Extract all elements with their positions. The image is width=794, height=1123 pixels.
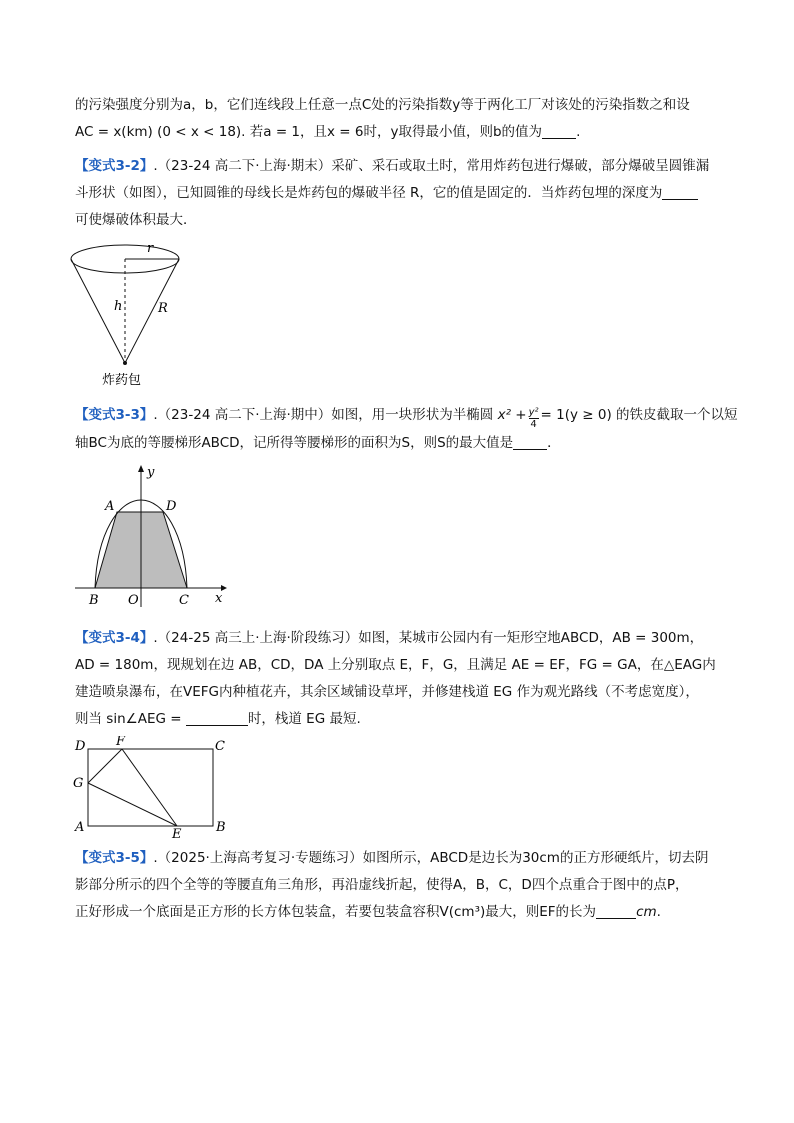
cone-figure <box>60 232 200 392</box>
question-tag: 【变式3-5】 <box>75 850 154 866</box>
intro-paragraph <box>75 92 725 146</box>
answer-blank[interactable] <box>596 904 636 919</box>
label-x: x <box>215 591 223 606</box>
label-D: D <box>75 739 86 754</box>
label-A: A <box>105 499 115 514</box>
label-G: G <box>73 776 84 791</box>
answer-blank[interactable] <box>542 124 576 139</box>
answer-blank[interactable] <box>662 185 698 200</box>
label-E: E <box>172 827 182 838</box>
label-C: C <box>215 739 225 754</box>
label-R: R <box>158 301 168 316</box>
segment-GE <box>88 783 177 826</box>
label-C: C <box>179 593 189 607</box>
label-B: B <box>216 820 226 835</box>
answer-blank[interactable] <box>513 435 547 450</box>
question-tag: 【变式3-3】 <box>75 407 154 423</box>
label-F: F <box>116 736 126 749</box>
explosive-point <box>123 361 127 365</box>
question-3-3: 【变式3-3】.（23-24 高二下·上海·期中）如图，用一块形状为半椭圆 x² + $\frac{\text{y²}}{4}$ = 1(y ≥ 0) 的铁皮截取一个以短 轴BC为底的等腰梯形ABCD，记所得等腰梯形的面积为S，则S的最大值是 ． <box>75 407 738 451</box>
question-tag: 【变式3-2】 <box>75 158 154 174</box>
y-axis-arrow <box>138 465 144 472</box>
ellipse-trapezoid-figure <box>75 462 235 607</box>
question-3-2: 【变式3-2】.（23-24 高二下·上海·期末）采矿、采石或取土时，常用炸药包进行爆破，部分爆破呈圆锥漏 斗形状（如图），已知圆锥的母线长是炸药包的爆破半径 R，它的值是固定的．当炸药包埋的深度为 可使爆破体积最大． <box>75 158 710 228</box>
rectangle-figure <box>70 736 235 838</box>
label-caption: 炸药包 <box>102 373 142 388</box>
label-D: D <box>166 499 177 514</box>
label-h: h <box>114 299 123 314</box>
question-3-4: 【变式3-4】.（24-25 高三上·上海·阶段练习）如图，某城市公园内有一矩形空地ABCD，AB = 300m， AD = 180m，现规划在边 AB，CD，DA 上分别取点 E，F，G，且满足 AE = EF，FG = GA，在△EAG内 建造喷泉瀑布，在VEFG内种植花卉，其余区域铺设草坪，并修建栈道 EG 作为观光路线（不考虑宽度）， 则当 sin∠AEG = 时，栈道 EG 最短. <box>75 630 716 727</box>
intro-line-2: AC = x(km) (0 < x < 18). 若a = 1，且x = 6时，y取得最小值，则b的值为 . <box>75 124 581 140</box>
fraction: $\frac{\text{y²}}{4}$ <box>528 407 539 430</box>
answer-blank[interactable] <box>186 711 248 726</box>
cone-slant-R <box>125 259 179 363</box>
label-B: B <box>89 593 99 607</box>
intro-line-1: 的污染强度分别为a，b，它们连线段上任意一点C处的污染指数y等于两化工厂对该处的污染指数之和设 <box>75 97 690 113</box>
label-A: A <box>75 820 85 835</box>
label-y: y <box>147 465 155 480</box>
question-3-5: 【变式3-5】.（2025·上海高考复习·专题练习）如图所示，ABCD是边长为30cm的正方形硬纸片，切去阴 影部分所示的四个全等的等腰直角三角形，再沿虚线折起，使得A，B，C，D四个点重合于图中的点P， 正好形成一个底面是正方形的长方体包装盒，若要包装盒容积V(cm³)最大，则EF的长为 cm. <box>75 850 709 920</box>
equation-x2: x² + <box>497 407 527 423</box>
question-tag: 【变式3-4】 <box>75 630 154 646</box>
segment-GF <box>88 749 122 783</box>
label-O: O <box>128 593 139 607</box>
label-r: r <box>147 241 154 256</box>
segment-FE <box>122 749 177 826</box>
rectangle-ABCD <box>88 749 213 826</box>
